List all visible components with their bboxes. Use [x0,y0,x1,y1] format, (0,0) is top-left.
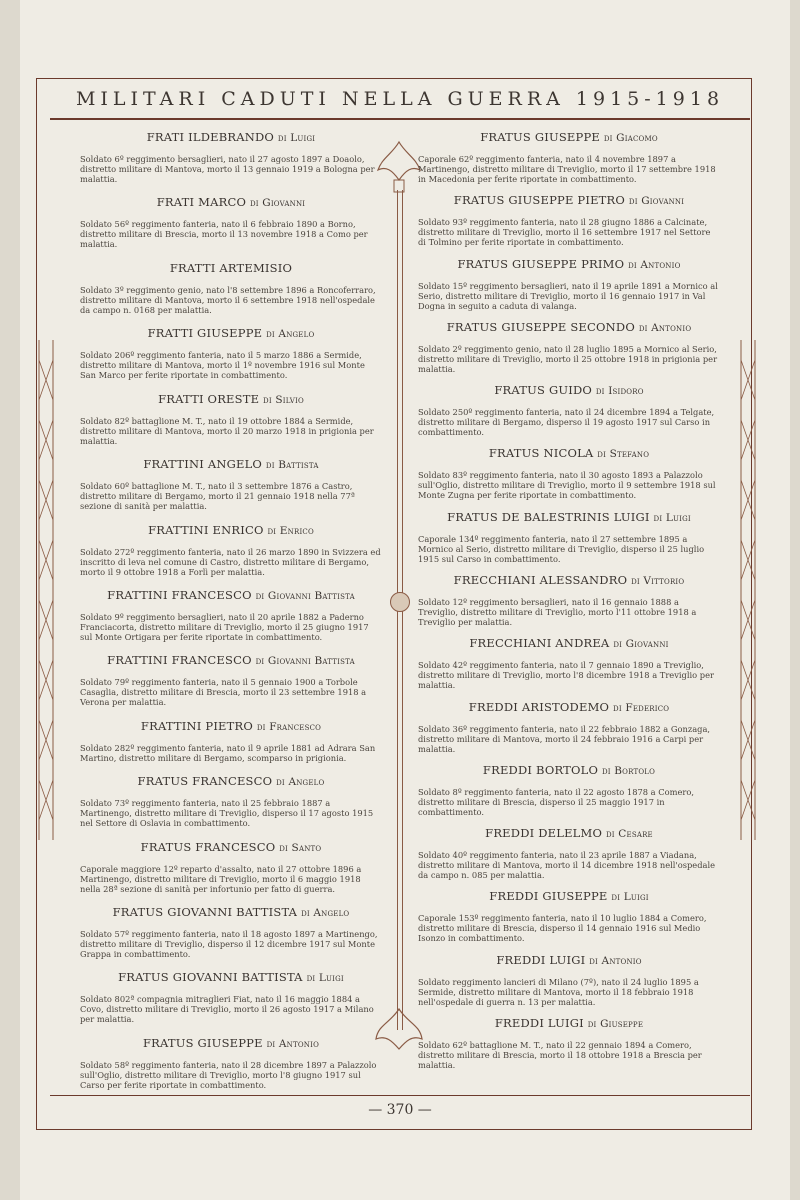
entry-surname: FRATTINI ANGELO [143,457,263,472]
entry-surname: FRATUS FRANCESCO [137,774,273,789]
entry-text: Soldato 36º reggimento fanteria, nato il 22 febbraio 1882 a Gonzaga, distretto militare di Mantova, morto il 24 febbraio 1916 a Carpi per malattia. [418,723,711,754]
entry [80,392,382,446]
entry-text: Soldato 6º reggimento bersaglieri, nato il 27 agosto 1897 a Doaolo, distretto militare di Mantova, morto il 13 gennaio 1919 a Bologna per malattia. [80,154,375,184]
entry-surname: FRATTI GIUSEPPE [147,326,263,341]
entry-patronymic: di Bortolo [601,764,656,777]
right-ornament-icon [738,340,758,840]
entry-text: Soldato 12º reggimento bersaglieri, nato il 16 gennaio 1888 a Treviglio, distretto militare di Treviglio, morto l'11 ottobre 1918 a Treviglio per malattia. [418,596,697,627]
entry-surname: FRATTINI FRANCESCO [107,587,252,602]
entry-patronymic: di Silvio [263,393,304,406]
entry-surname: FREDDI BORTOLO [482,762,599,777]
entry-text: Soldato 58º reggimento fanteria, nato il 28 dicembre 1897 a Palazzolo sull'Oglio, distretto militare di Treviglio, morto l'8 giugno 1917 sul Carso per ferite riportate in combattimento. [80,1059,377,1090]
entry-text: Soldato 83º reggimento fanteria, nato il 30 agosto 1893 a Palazzolo sull'Oglio, distretto militare di Treviglio, morto il 9 settembre 1918 sul Monte Zugna per ferite riportate in combattimento. [418,470,716,501]
entry-surname: FRATUS GIOVANNI BATTISTA [118,970,303,985]
entry-name [80,261,382,275]
entry [418,257,720,311]
entry-name [80,457,382,471]
left-ornament-icon [36,340,56,840]
entry-text: Soldato 2º reggimento genio, nato il 28 luglio 1895 a Mornico al Serio, distretto militare di Treviglio, morto il 25 ottobre 1918 in prigionia per malattia. [418,343,718,374]
entry-text: Soldato 60º battaglione M. T., nato il 3 settembre 1876 a Castro, distretto militare di Bergamo, morto il 21 gennaio 1918 nella 77ª sezione di sanità per malattia. [80,481,355,512]
entry-patronymic: di Giovanni [628,195,685,208]
entry-name [418,446,720,460]
entry-surname: FRATUS GIUSEPPE PIETRO [453,193,626,208]
footer-rule [50,1095,750,1096]
entry [418,383,720,437]
entry-text: Soldato 56º reggimento fanteria, nato il 6 febbraio 1890 a Borno, distretto militare di Brescia, morto il 13 novembre 1918 a Como per malattia. [80,219,368,250]
entry [80,1036,382,1090]
entry-surname: FREDDI LUIGI [494,1015,584,1030]
entry [80,905,382,959]
entry [80,523,382,577]
entry-text: Soldato 8º reggimento fanteria, nato il 22 agosto 1878 a Comero, distretto militare di Brescia, disperso il 25 maggio 1917 in combattimento. [418,786,694,817]
entry-text: Soldato 62º battaglione M. T., nato il 22 gennaio 1894 a Comero, distretto militare di Brescia, morto il 18 ottobre 1918 a Brescia per malattia. [418,1039,702,1070]
entry-surname: FRATUS GIOVANNI BATTISTA [112,905,298,920]
entry-patronymic: di Giovanni Battista [255,589,355,602]
entry-text: Soldato 79º reggimento fanteria, nato il 5 gennaio 1900 a Torbole Casaglia, distretto militare di Brescia, morto il 23 settembre 1918 a Verona per malattia. [80,677,367,708]
entry-surname: FRATTINI ENRICO [148,522,264,537]
entry [80,130,382,184]
entry-name [418,193,720,207]
entry-surname: FRATUS NICOLA [488,446,594,461]
entry-patronymic: di Giacomo [603,132,658,144]
entry-name [418,257,720,271]
entry-surname: FRATTI ARTEMISIO [169,260,293,275]
entry-surname: FRATTI ORESTE [158,391,260,406]
entry-surname: FREDDI DELELMO [485,826,603,841]
entry-surname: FREDDI LUIGI [496,952,586,967]
entry-name [80,905,382,919]
entry-surname: FRATUS GIUSEPPE PRIMO [457,256,625,271]
entry-text: Soldato 93º reggimento fanteria, nato il 28 giugno 1886 a Calcinate, distretto militare di Treviglio, morto il 16 settembre 1917 nel Settore di Tolmino per ferite riportate in combattimento. [418,217,711,248]
entry [80,653,382,707]
entry-name [80,392,382,406]
entry-surname: FRATTINI PIETRO [140,718,254,733]
entry-surname: FRATUS GIUSEPPE SECONDO [446,319,635,334]
entry-patronymic: di Antonio [266,1037,320,1050]
entry-patronymic: di Antonio [628,258,681,271]
entry [418,889,720,943]
entry-patronymic: di Federico [613,701,670,714]
entry-text: Soldato 206º reggimento fanteria, nato il 5 marzo 1886 a Sermide, distretto militare di Mantova, morto il 1º novembre 1916 sul Monte San Marco per ferite riportate in combattimento. [80,350,365,381]
left-column [80,130,382,1090]
entry-surname: FRATUS GIUSEPPE [142,1035,263,1050]
entry-patronymic: di Francesco [256,720,322,733]
entry-patronymic: di Isidoro [595,385,644,398]
entry-text: Caporale maggiore 12º reparto d'assalto, nato il 27 ottobre 1896 a Martinengo, distretto militare di Treviglio, morto il 6 maggio 1918 nella 28ª sezione di sanità per infortunio per fatto di guerra. [80,863,362,894]
entry-name [80,840,382,854]
entry-patronymic: di Stefano [597,448,650,461]
entry-name [418,889,720,903]
entry-patronymic: di Enrico [267,524,314,537]
entry-surname: FREDDI ARISTODEMO [468,699,610,714]
entry-patronymic: di Luigi [306,972,344,985]
entry-name [80,326,382,340]
entry-name [418,700,720,714]
entry-name [418,573,720,587]
entry-patronymic: di Angelo [276,776,325,789]
entry-text: Soldato 40º reggimento fanteria, nato il 23 aprile 1887 a Viadana, distretto militare di Mantova, morto il 14 dicembre 1918 nell'ospedale da campo n. 085 per malattia. [418,850,716,881]
entry-text: Caporale 153º reggimento fanteria, nato il 10 luglio 1884 a Comero, distretto militare di Brescia, disperso il 14 gennaio 1916 sul Medio Isonzo in combattimento. [418,913,707,944]
entry-text: Caporale 134º reggimento fanteria, nato il 27 settembre 1895 a Mornico al Serio, distretto militare di Treviglio, disperso il 25 luglio 1915 sul Carso in combattimento. [418,533,705,564]
entry-name [80,130,382,144]
entry-name [418,953,720,967]
entry [418,446,720,500]
entry [418,700,720,754]
entry-surname: FRATUS FRANCESCO [140,839,276,854]
entry-text: Soldato 272º reggimento fanteria, nato il 26 marzo 1890 in Svizzera ed inscritto di leva nel comune di Castro, distretto militare di Bergamo, morto il 9 ottobre 1918 a Forlì per malattia. [80,546,381,577]
entry [80,588,382,642]
entry-surname: FRATUS DE BALESTRINIS LUIGI [447,509,650,524]
entry-text: Soldato 42º reggimento fanteria, nato il 7 gennaio 1890 a Treviglio, distretto militare di Treviglio, morto l'8 dicembre 1918 a Treviglio per malattia. [418,660,714,691]
entry [80,719,382,763]
entry-patronymic: di Giuseppe [587,1017,644,1030]
entry-patronymic: di Angelo [266,328,315,341]
entry-surname: FRATUS GUIDO [494,383,593,398]
entry-patronymic: di Cesare [605,828,653,841]
entry-name [418,510,720,524]
entry-name [418,1016,720,1030]
entry-patronymic: di Luigi [277,132,316,144]
entry-text: Soldato 82º battaglione M. T., nato il 19 ottobre 1884 a Sermide, distretto militare di Mantova, morto il 20 marzo 1918 in prigionia per malattia. [80,415,374,446]
entry [418,320,720,374]
entry-surname: FREDDI GIUSEPPE [489,889,608,904]
central-column-ornament [392,150,406,1030]
entry-text: Caporale 62º reggimento fanteria, nato il 4 novembre 1897 a Martinengo, distretto militare di Treviglio, morto il 17 settembre 1918 in Macedonia per ferite riportate in combattimento. [418,154,716,184]
entry [80,195,382,249]
entry [418,763,720,817]
entry [80,970,382,1024]
entry-name [80,653,382,667]
entry-patronymic: di Vittorio [631,574,685,587]
entry-surname: FRATUS GIUSEPPE [480,130,600,144]
entry-name [418,636,720,650]
entry-name [418,826,720,840]
entry-text: Soldato 73º reggimento fanteria, nato il 25 febbraio 1887 a Martinengo, distretto militare di Treviglio, disperso il 17 agosto 1915 nel Settore di Oslavia in combattimento. [80,798,374,829]
entry-surname: FRATI MARCO [156,195,247,210]
entry [418,193,720,247]
entry-patronymic: di Antonio [589,954,642,967]
page-number: — 370 — [368,1102,432,1118]
entry-patronymic: di Angelo [301,907,350,920]
entry [418,636,720,690]
entry-name [80,774,382,788]
entry [418,130,720,184]
entry-surname: FRATTINI FRANCESCO [107,653,252,668]
entry-patronymic: di Battista [265,459,319,472]
entry [80,457,382,511]
entry [80,840,382,894]
entry-name [80,523,382,537]
entry-text: Soldato 802ª compagnia mitraglieri Fiat, nato il 16 maggio 1884 a Covo, distretto militare di Treviglio, morto il 26 agosto 1917 a Milano per malattia. [80,994,374,1025]
entry-text: Soldato 3º reggimento genio, nato l'8 settembre 1896 a Roncoferraro, distretto militare di Mantova, morto il 6 settembre 1918 nell'ospedale da campo n. 0168 per malattia. [80,284,376,315]
entry-patronymic: di Giovanni [249,197,306,210]
entry-surname: FRATI ILDEBRANDO [146,130,275,144]
entry-name [418,130,720,144]
entry-patronymic: di Antonio [638,321,692,334]
entry [418,953,720,1007]
entry [418,1016,720,1070]
entry-text: Soldato 9º reggimento bersaglieri, nato il 20 aprile 1882 a Paderno Franciacorta, distretto militare di Treviglio, morto il 25 giugno 1917 sul Monte Ortigara per ferite riportate in combattimento. [80,611,369,642]
entry-name [80,719,382,733]
entry-surname: FRECCHIANI ALESSANDRO [453,572,628,587]
entry-text: Soldato 15º reggimento bersaglieri, nato il 19 aprile 1891 a Mornico al Serio, distretto militare di Treviglio, morto il 16 gennaio 1917 in Val Dogna in seguito a caduta di valanga. [418,280,718,311]
entry-patronymic: di Giovanni Battista [255,655,355,668]
medallion-icon [390,592,410,612]
entry-name [80,588,382,602]
entry [418,573,720,627]
entry-name [80,195,382,209]
entry-text: Soldato 282º reggimento fanteria, nato il 9 aprile 1881 ad Adrara San Martino, distretto militare di Bergamo, scomparso in prigionia. [80,742,376,763]
entry [418,826,720,880]
entry [418,510,720,564]
entry-patronymic: di Luigi [611,891,649,904]
right-column [418,130,720,1070]
entry-surname: FRECCHIANI ANDREA [469,636,610,651]
page-title: MILITARI CADUTI NELLA GUERRA 1915-1918 [50,80,750,120]
entry-patronymic: di Luigi [653,511,691,524]
entry-name [418,383,720,397]
entry-text: Soldato 57º reggimento fanteria, nato il 18 agosto 1897 a Martinengo, distretto militare di Treviglio, disperso il 12 dicembre 1917 sul Monte Grappa in combattimento. [80,929,378,960]
entry-text: Soldato 250º reggimento fanteria, nato il 24 dicembre 1894 a Telgate, distretto militare di Bergamo, disperso il 19 agosto 1917 sul Carso in combattimento. [418,407,715,438]
entry [80,326,382,380]
entry-patronymic: di Santo [279,841,322,854]
entry-name [418,320,720,334]
entry-name [80,1036,382,1050]
entry [80,261,382,315]
entry [80,774,382,828]
entry-name [80,970,382,984]
entry-name [418,763,720,777]
entry-text: Soldato reggimento lancieri di Milano (7º), nato il 24 luglio 1895 a Sermide, distretto militare di Mantova, morto il 18 febbraio 1918 nell'ospedale di guerra n. 13 per malattia. [418,976,699,1007]
entry-patronymic: di Giovanni [613,638,669,651]
